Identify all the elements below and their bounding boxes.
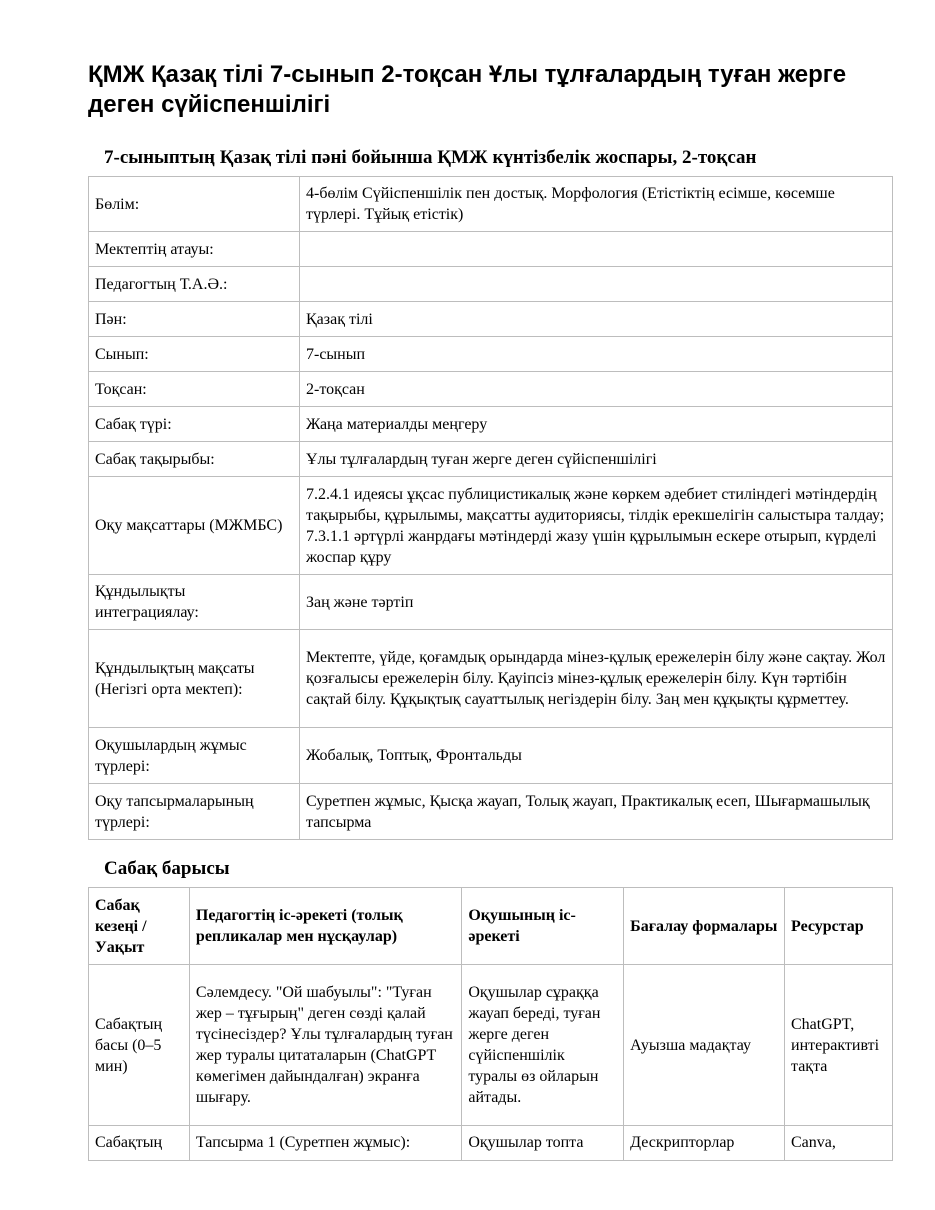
info-row xyxy=(89,407,893,442)
info-label: Тоқсан: xyxy=(89,372,300,407)
info-row xyxy=(89,337,893,372)
progress-column-header: Оқушының іс-әрекеті xyxy=(462,888,624,965)
info-label: Педагогтың Т.А.Ә.: xyxy=(89,267,300,302)
info-label: Сынып: xyxy=(89,337,300,372)
progress-cell: Дескрипторлар xyxy=(624,1126,785,1161)
progress-cell: Ауызша мадақтау xyxy=(624,965,785,1126)
progress-cell: Оқушылар топта xyxy=(462,1126,624,1161)
info-row xyxy=(89,372,893,407)
info-value: Суретпен жұмыс, Қысқа жауап, Толық жауап, Практикалық есеп, Шығармашылық тапсырма xyxy=(300,784,893,840)
info-label: Құндылықты интеграциялау: xyxy=(89,575,300,630)
progress-row xyxy=(89,965,893,1126)
progress-cell: Сабақтың басы (0–5 мин) xyxy=(89,965,190,1126)
info-value xyxy=(300,232,893,267)
progress-cell: ChatGPT, интерактивті тақта xyxy=(785,965,893,1126)
info-label: Оқушылардың жұмыс түрлері: xyxy=(89,728,300,784)
info-label: Құндылықтың мақсаты (Негізгі орта мектеп): xyxy=(89,630,300,728)
info-value: Мектепте, үйде, қоғамдық орындарда мінез-құлық ережелерін білу және сақтау. Жол қозғалысы ережелерін білу. Қауіпсіз мінез-құлық ережелерін білу. Күн тәртібін сақтай білу. Құқықтық сауаттылық негіздерін білу. Заң мен құқықты құрметтеу. xyxy=(300,630,893,728)
info-value: 4-бөлім Сүйіспеншілік пен достық. Морфология (Етістіктің есімше, көсемше түрлері. Тұйық етістік) xyxy=(300,177,893,232)
plan-heading: 7-сыныптың Қазақ тілі пәні бойынша ҚМЖ күнтізбелік жоспары, 2-тоқсан xyxy=(104,147,757,168)
info-row xyxy=(89,302,893,337)
info-value: Ұлы тұлғалардың туған жерге деген сүйіспеншілігі xyxy=(300,442,893,477)
progress-column-header: Сабақ кезеңі / Уақыт xyxy=(89,888,190,965)
info-row xyxy=(89,267,893,302)
info-label: Оқу тапсырмаларының түрлері: xyxy=(89,784,300,840)
info-row xyxy=(89,477,893,575)
info-value: 7.2.4.1 идеясы ұқсас публицистикалық және көркем әдебиет стиліндегі мәтіндердің тақырыбы, құрылымы, мақсатты аудиториясы, тілдік ерекшелігін салыстыра талдау; 7.3.1.1 әртүрлі жанрдағы мәтіндерді жазу үшін құрылымын ескере отырып, күрделі жоспар құру xyxy=(300,477,893,575)
progress-column-header: Бағалау формалары xyxy=(624,888,785,965)
info-label: Бөлім: xyxy=(89,177,300,232)
document-page xyxy=(88,0,893,1161)
info-value: Жаңа материалды меңгеру xyxy=(300,407,893,442)
progress-cell: Оқушылар сұраққа жауап береді, туған жерге деген сүйіспеншілік туралы өз ойларын айтады. xyxy=(462,965,624,1126)
progress-column-header: Педагогтің іс-әрекеті (толық репликалар мен нұсқаулар) xyxy=(189,888,461,965)
info-value: Қазақ тілі xyxy=(300,302,893,337)
info-row xyxy=(89,630,893,728)
progress-cell: Сәлемдесу. "Ой шабуылы": "Туған жер – тұғырың" деген сөзді қалай түсінесіздер? Ұлы тұлғалардың туған жер туралы цитаталарын (ChatGPT көмегімен дайындалған) экранға шығару. xyxy=(189,965,461,1126)
progress-column-header: Ресурстар xyxy=(785,888,893,965)
info-row xyxy=(89,575,893,630)
info-label: Мектептің атауы: xyxy=(89,232,300,267)
info-value: Жобалық, Топтық, Фронтальды xyxy=(300,728,893,784)
info-row xyxy=(89,232,893,267)
progress-cell: Canva, xyxy=(785,1126,893,1161)
info-label: Пән: xyxy=(89,302,300,337)
info-label: Оқу мақсаттары (МЖМБС) xyxy=(89,477,300,575)
progress-heading: Сабақ барысы xyxy=(104,858,230,879)
info-label: Сабақ түрі: xyxy=(89,407,300,442)
lesson-progress-table xyxy=(88,887,893,1161)
info-value: Заң және тәртіп xyxy=(300,575,893,630)
lesson-info-table xyxy=(88,176,893,840)
progress-row xyxy=(89,1126,893,1161)
document-title: ҚМЖ Қазақ тілі 7-сынып 2-тоқсан Ұлы тұлғалардың туған жерге деген сүйіспеншілігі xyxy=(88,61,847,118)
progress-cell: Тапсырма 1 (Суретпен жұмыс): xyxy=(189,1126,461,1161)
info-value: 2-тоқсан xyxy=(300,372,893,407)
info-row xyxy=(89,177,893,232)
info-row xyxy=(89,728,893,784)
info-row xyxy=(89,784,893,840)
info-row xyxy=(89,442,893,477)
progress-cell: Сабақтың xyxy=(89,1126,190,1161)
info-label: Сабақ тақырыбы: xyxy=(89,442,300,477)
info-value: 7-сынып xyxy=(300,337,893,372)
info-value xyxy=(300,267,893,302)
